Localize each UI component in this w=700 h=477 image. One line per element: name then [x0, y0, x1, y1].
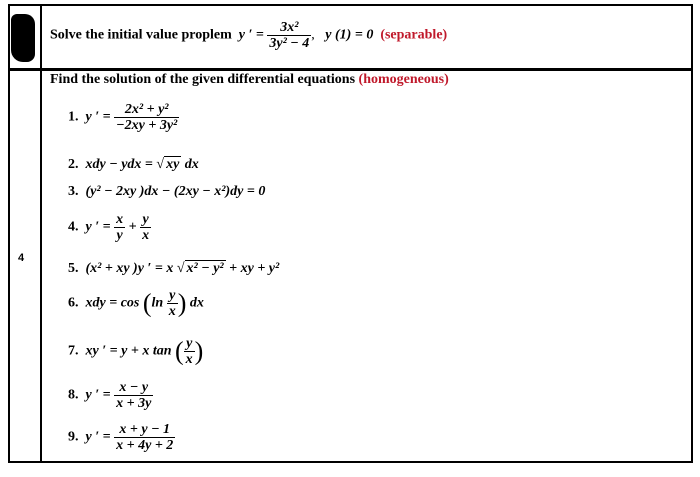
eq8-denominator: x + 3y: [116, 396, 152, 411]
eq1-lhs: y ′ =: [85, 109, 111, 125]
eq6-denominator: x: [168, 304, 176, 319]
eq1-number: 1.: [68, 109, 79, 125]
problem-table: [8, 4, 693, 463]
ivp-tag: (separable): [380, 27, 448, 43]
eq4-f2-denominator: x: [142, 228, 150, 243]
eq4-plus: +: [128, 219, 137, 235]
eq9-numerator: x + y − 1: [114, 422, 175, 438]
eq7-number: 7.: [68, 343, 79, 359]
row-number: 4: [18, 252, 25, 264]
eq8-numerator: x − y: [114, 380, 153, 396]
ivp-separator: ,: [311, 27, 315, 43]
equation-5: 5. (x² + xy )y ′ = x √ x² − y² + xy + y²: [68, 261, 280, 276]
eq5-number: 5.: [68, 261, 79, 276]
eq5-right: + xy + y²: [229, 261, 280, 276]
eq6-ln: ln: [151, 295, 164, 311]
ivp-fraction: [267, 20, 311, 51]
equation-2: 2. xdy − ydx = √ xy dx: [68, 157, 199, 172]
eq9-denominator: x + 4y + 2: [116, 438, 174, 453]
eq4-fraction-2: [140, 212, 151, 243]
eq2-right: dx: [184, 157, 199, 172]
redaction-mark: [11, 14, 35, 62]
eq7-numerator: y: [184, 336, 195, 352]
eq6-number: 6.: [68, 295, 79, 311]
eq2-left: xdy − ydx =: [85, 157, 153, 172]
equation-6: 6. xdy = cos (ln $\frac{y}{x}$ ) dx: [68, 288, 204, 319]
eq7-denominator: x: [185, 352, 193, 367]
column-divider: [40, 6, 42, 461]
eq4-lhs: y ′ =: [85, 219, 111, 235]
eq1-fraction: [114, 102, 179, 133]
eq4-number: 4.: [68, 219, 79, 235]
ivp-lhs: y ′ =: [238, 27, 264, 43]
eq8-number: 8.: [68, 387, 79, 403]
eq2-radicand: xy: [166, 157, 180, 172]
eq8-lhs: y ′ =: [85, 387, 111, 403]
eq9-lhs: y ′ =: [85, 429, 111, 445]
eq4-fraction-1: [114, 212, 125, 243]
eq3-text: (y² − 2xy )dx − (2xy − x²)dy = 0: [85, 184, 266, 199]
row-divider-inner: [10, 70, 691, 71]
ivp-prompt: Solve the initial value proplem: [50, 27, 232, 43]
eq3-number: 3.: [68, 184, 79, 199]
eq1-numerator: 2x² + y²: [114, 102, 179, 118]
ivp-numerator: 3x²: [267, 20, 311, 36]
eq9-number: 9.: [68, 429, 79, 445]
eq4-f1-numerator: x: [116, 212, 124, 227]
eq6-left: xdy = cos: [85, 295, 140, 311]
section-heading: [50, 72, 449, 88]
eq7-fraction: [184, 336, 195, 367]
eq2-number: 2.: [68, 157, 79, 172]
equation-4: [68, 212, 151, 243]
eq6-right: dx: [189, 295, 204, 311]
eq1-denominator: −2xy + 3y²: [116, 118, 178, 133]
eq7-left: xy ′ = y + x tan: [85, 343, 172, 359]
equation-9: [68, 422, 175, 453]
equation-1: [68, 102, 179, 133]
eq6-numerator: y: [167, 288, 178, 304]
equation-8: [68, 380, 153, 411]
section-tag: (homogeneous): [358, 72, 449, 87]
equation-7: 7. xy ′ = y + x tan ( $\frac{y}{x}$ ): [68, 336, 204, 367]
eq4-f1-denominator: y: [116, 228, 123, 243]
ivp-condition: y (1) = 0: [325, 27, 374, 43]
eq8-fraction: [114, 380, 153, 411]
section-prompt: Find the solution of the given differential equations: [50, 72, 356, 87]
eq9-fraction: [114, 422, 175, 453]
equation-3: [68, 184, 265, 200]
eq6-fraction: [167, 288, 178, 319]
eq5-radicand: x² − y²: [186, 261, 224, 276]
ivp-line: [50, 20, 447, 51]
ivp-denominator: 3y² − 4: [269, 36, 310, 51]
eq4-f2-numerator: y: [140, 212, 151, 228]
eq5-left: (x² + xy )y ′ = x: [85, 261, 174, 276]
